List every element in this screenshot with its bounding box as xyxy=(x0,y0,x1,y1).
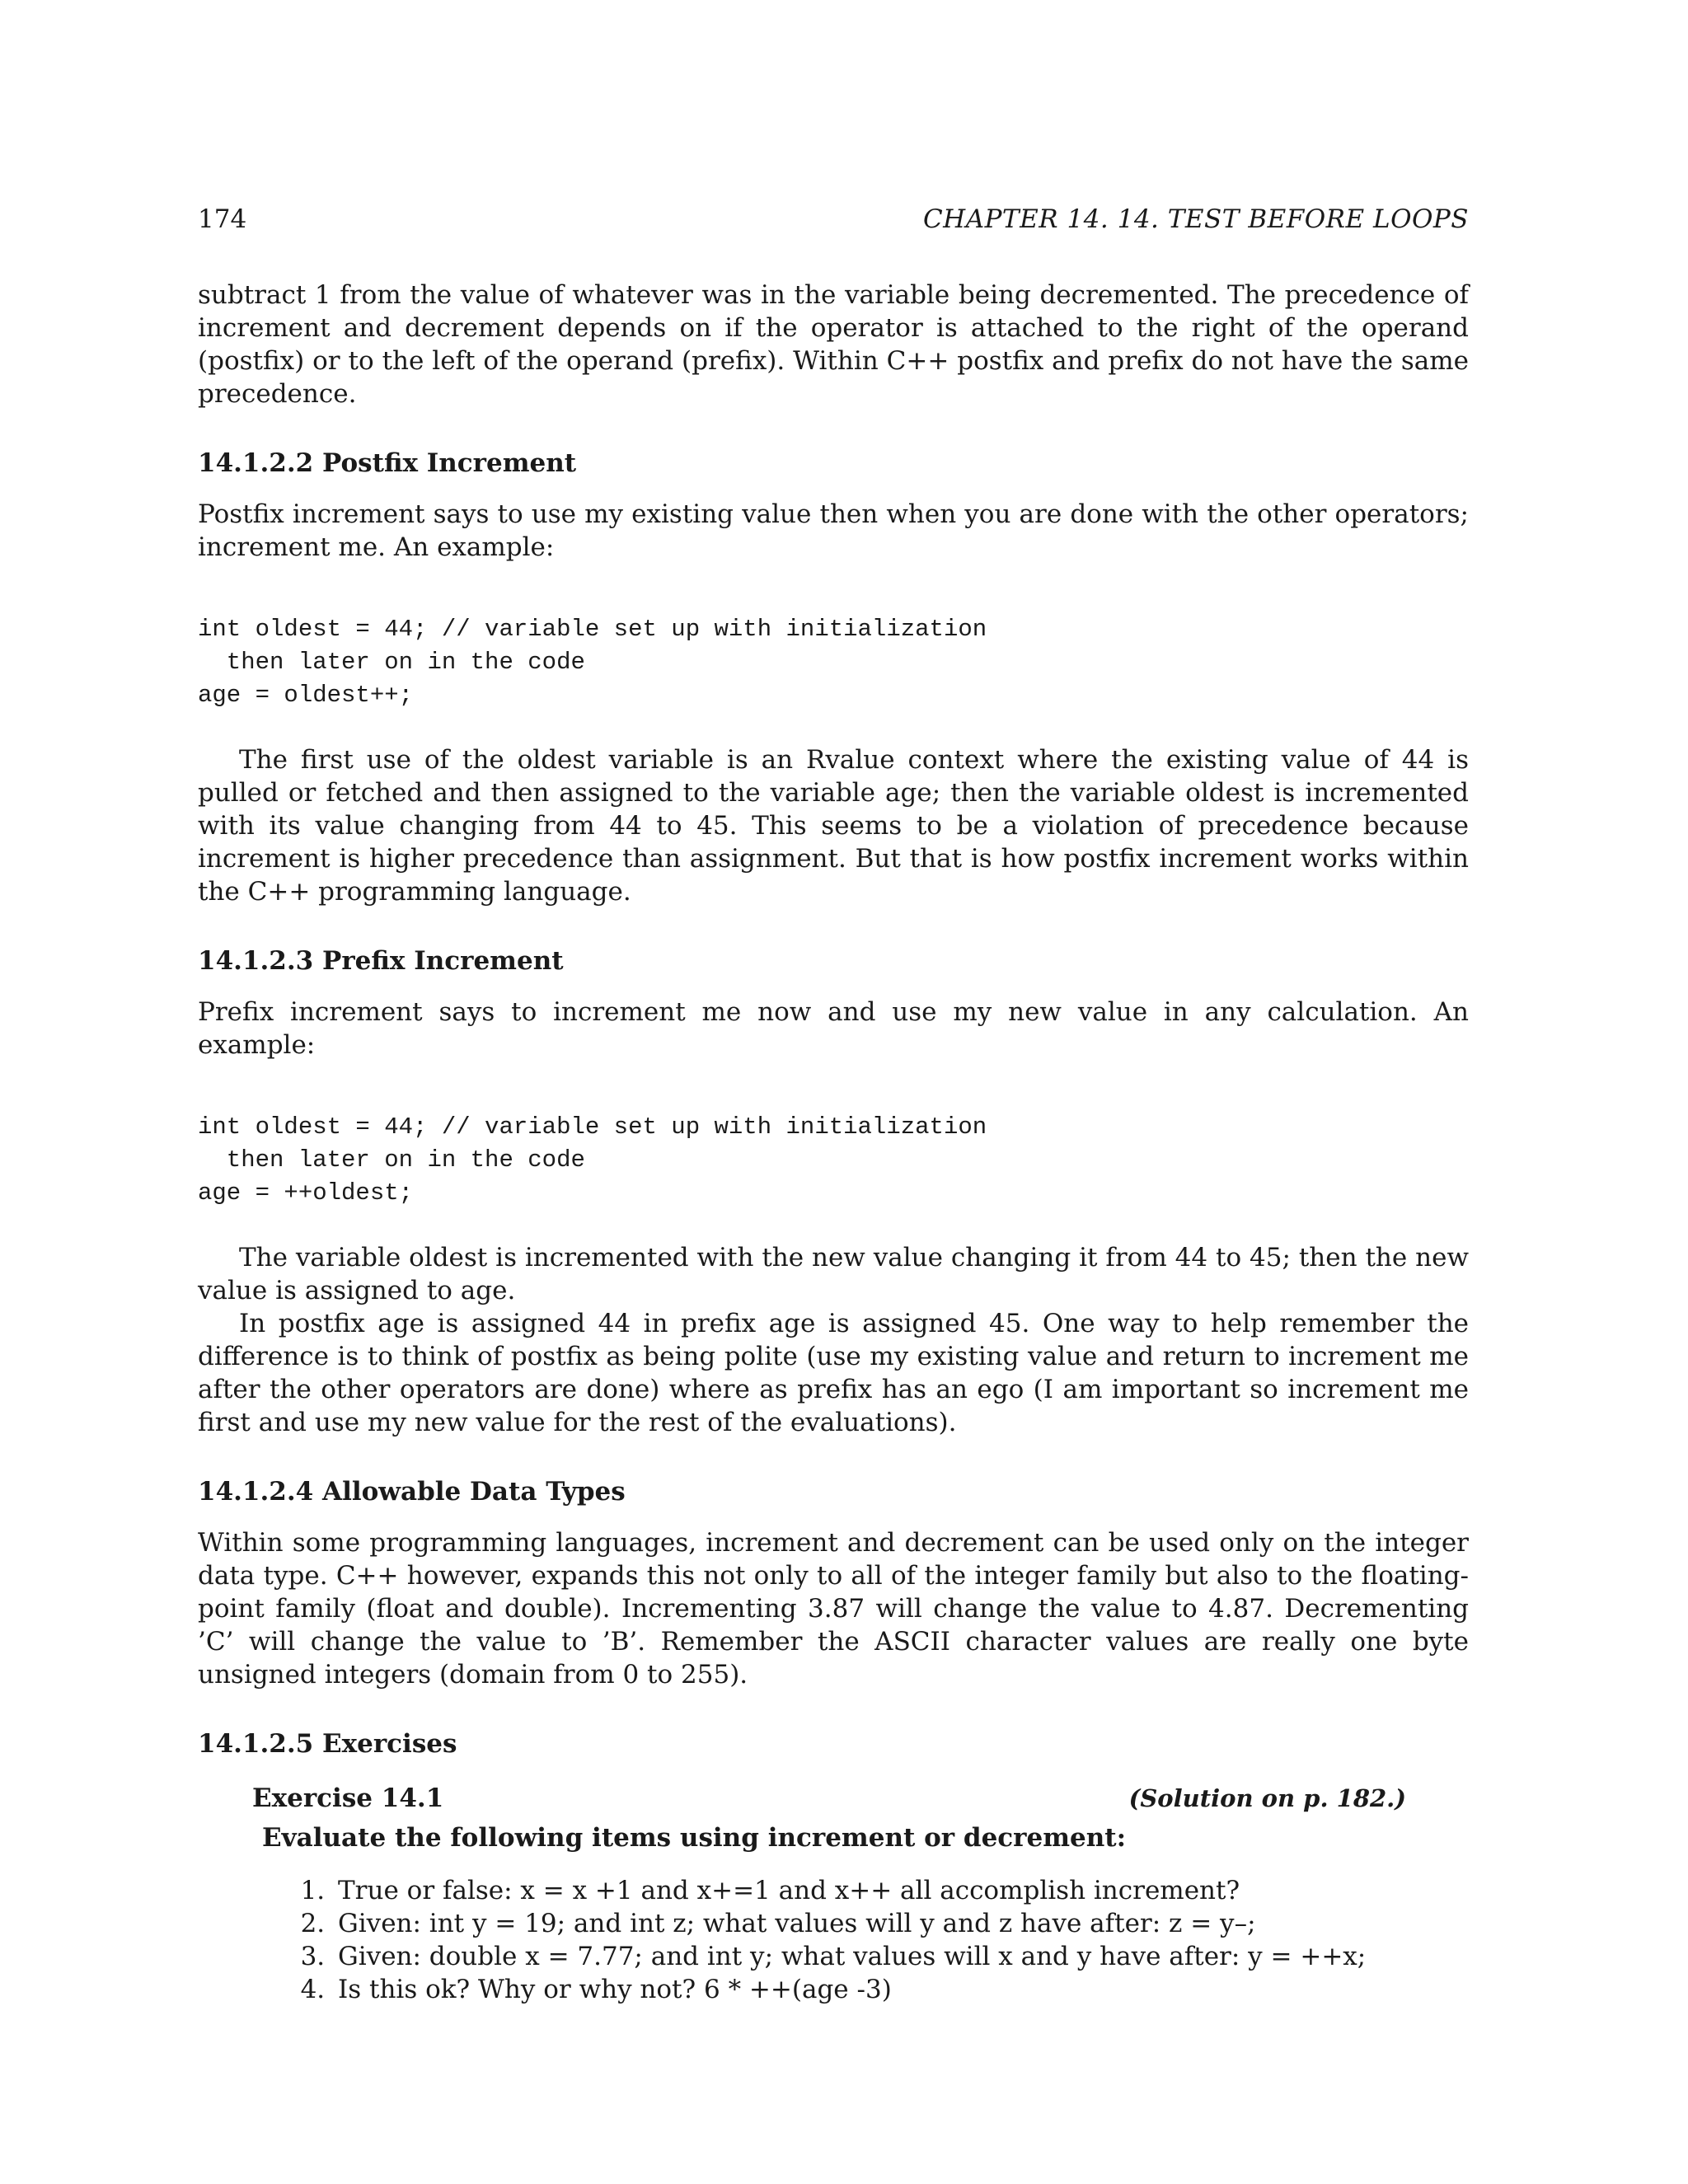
exercise-title: Exercise 14.1 xyxy=(252,1783,444,1813)
page-number: 174 xyxy=(198,204,247,234)
chapter-title: CHAPTER 14. 14. TEST BEFORE LOOPS xyxy=(922,204,1469,234)
exercise-item-list xyxy=(252,1874,1406,2006)
exercise-instruction: Evaluate the following items using increment or decrement: xyxy=(262,1823,1127,1853)
prefix-code-block: int oldest = 44; // variable set up with initialization then later on in the code age = ++oldest; xyxy=(198,1113,987,1207)
exercise-block xyxy=(252,1780,1406,2006)
section-heading-exercises: 14.1.2.5 Exercises xyxy=(198,1729,457,1759)
postfix-code-block: int oldest = 44; // variable set up with initialization then later on in the code age = oldest++; xyxy=(198,616,987,709)
section-heading-data-types: 14.1.2.4 Allowable Data Types xyxy=(198,1477,626,1507)
section-heading-postfix: 14.1.2.2 Postfix Increment xyxy=(198,448,577,478)
postfix-intro: Postfix increment says to use my existing value then when you are done with the other operators; increment me. An example: xyxy=(198,499,1469,562)
solution-link[interactable]: (Solution on p. 182.) xyxy=(1128,1784,1406,1812)
exercise-item: 2. Given: int y = 19; and int z; what values will y and z have after: z = y–; xyxy=(333,1907,1406,1940)
postfix-explanation: The first use of the oldest variable is an Rvalue context where the existing value of 44 is pulled or fetched and then assigned to the variable age; then the variable oldest is incremented with its value changing from 44 to 45. This seems to be a violation of precedence because increment is higher precedence than assignment. But that is how postfix increment works within the C++ programming language. xyxy=(198,745,1469,907)
intro-paragraph: subtract 1 from the value of whatever was in the variable being decremented. The precedence of increment and decrement depends on if the operator is attached to the right of the operand (postfix) or to the left of the operand (prefix). Within C++ postfix and prefix do not have the same precedence. xyxy=(198,280,1469,409)
page-content xyxy=(198,279,1469,2006)
section-heading-prefix: 14.1.2.3 Prefix Increment xyxy=(198,946,564,976)
prefix-explanation-2: In postfix age is assigned 44 in prefix age is assigned 45. One way to help remember the difference is to think of postfix as being polite (use my existing value and return to increment me after the other operators are done) where as prefix has an ego (I am important so increment me first and use my new value for the rest of the evaluations). xyxy=(198,1309,1469,1437)
running-header xyxy=(198,204,1469,241)
exercise-item: 1. True or false: x = x +1 and x+=1 and x++ all accomplish increment? xyxy=(333,1874,1406,1907)
exercise-item: 3. Given: double x = 7.77; and int y; what values will x and y have after: y = ++x; xyxy=(333,1940,1406,1973)
data-types-paragraph: Within some programming languages, increment and decrement can be used only on the integer data type. C++ however, expands this not only to all of the integer family but also to the floating-point family (float and double). Incrementing 3.87 will change the value to 4.87. Decrementing ’C’ will change the value to ’B’. Remember the ASCII character values are really one byte unsigned integers (domain from 0 to 255). xyxy=(198,1528,1469,1690)
prefix-explanation-1: The variable oldest is incremented with the new value changing it from 44 to 45; then the new value is assigned to age. xyxy=(198,1243,1469,1305)
prefix-intro: Prefix increment says to increment me now and use my new value in any calculation. An example: xyxy=(198,997,1469,1060)
exercise-header xyxy=(252,1780,1406,1816)
exercise-item: 4. Is this ok? Why or why not? 6 * ++(age -3) xyxy=(333,1973,1406,2006)
